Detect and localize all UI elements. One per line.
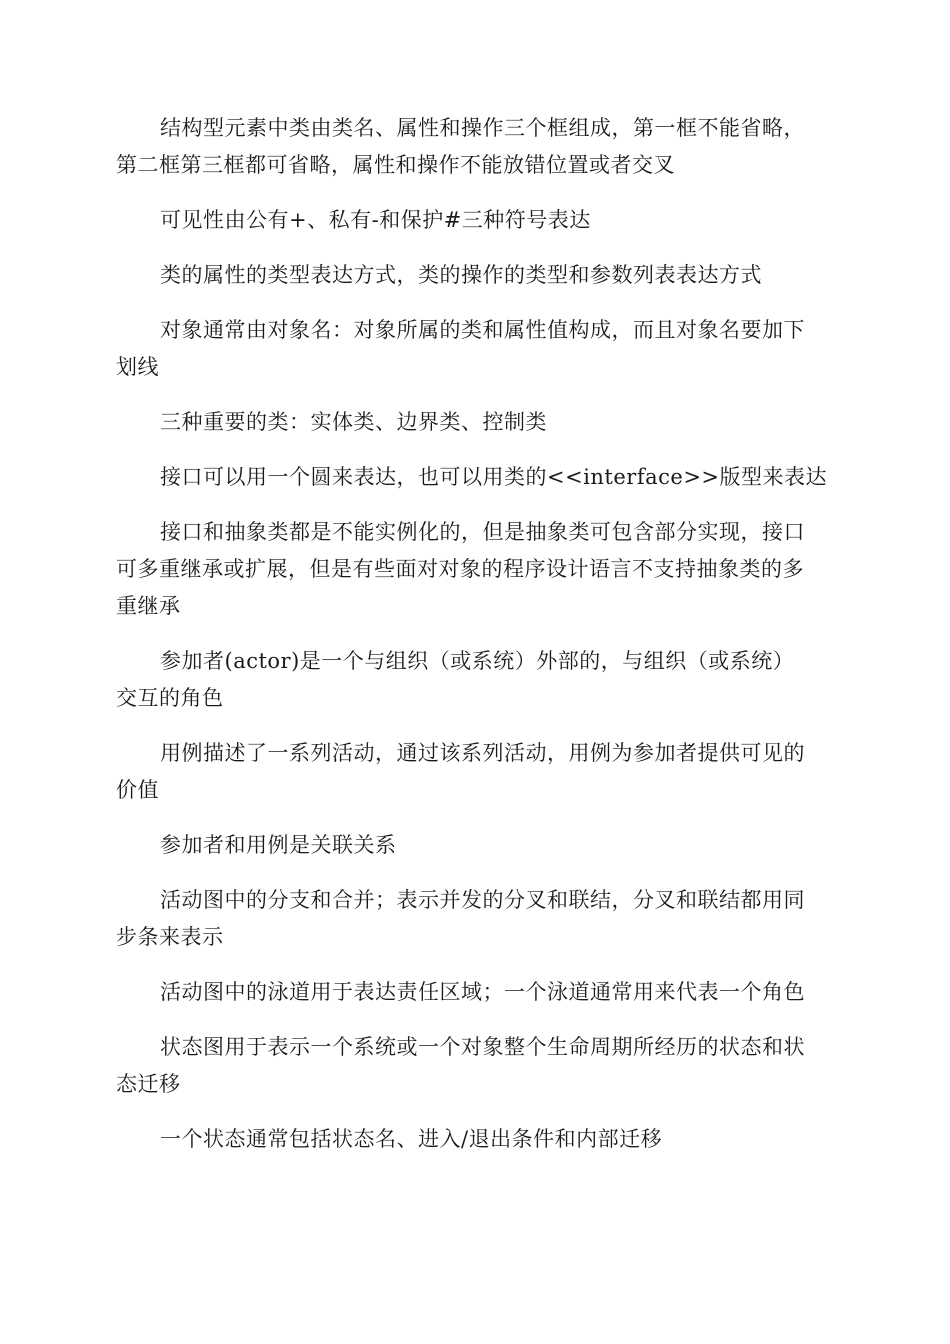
- paragraph-class-structure: 结构型元素中类由类名、属性和操作三个框组成，第一框不能省略， 第二框第三框都可省略，属性和操作不能放错位置或者交叉: [116, 116, 805, 177]
- paragraph-actor: 参加者(actor)是一个与组织（或系统）外部的，与组织（或系统） 交互的角色: [116, 649, 795, 710]
- paragraph-object: 对象通常由对象名：对象所属的类和属性值构成，而且对象名要加下 划线: [116, 318, 805, 379]
- paragraph-visibility: 可见性由公有+、私有-和保护#三种符号表达: [160, 208, 591, 232]
- paragraph-interface: 接口可以用一个圆来表达，也可以用类的<<interface>>版型来表达: [160, 465, 828, 489]
- paragraph-actor-use-case-relation: 参加者和用例是关联关系: [160, 833, 397, 857]
- paragraph-state-diagram: 状态图用于表示一个系统或一个对象整个生命周期所经历的状态和状 态迁移: [116, 1035, 805, 1096]
- paragraph-swimlane: 活动图中的泳道用于表达责任区域；一个泳道通常用来代表一个角色: [160, 980, 805, 1004]
- paragraph-activity-branch: 活动图中的分支和合并；表示并发的分叉和联结，分叉和联结都用同 步条来表示: [116, 888, 805, 949]
- paragraph-attribute-types: 类的属性的类型表达方式，类的操作的类型和参数列表表达方式: [160, 263, 762, 287]
- paragraph-use-case: 用例描述了一系列活动，通过该系列活动，用例为参加者提供可见的 价值: [116, 741, 805, 802]
- document-body: [116, 110, 836, 1176]
- paragraph-abstract-class: 接口和抽象类都是不能实例化的，但是抽象类可包含部分实现，接口 可多重继承或扩展，但是有些面对对象的程序设计语言不支持抽象类的多 重继承: [116, 520, 805, 618]
- paragraph-three-classes: 三种重要的类：实体类、边界类、控制类: [160, 410, 547, 434]
- paragraph-state-components: 一个状态通常包括状态名、进入/退出条件和内部迁移: [160, 1127, 663, 1151]
